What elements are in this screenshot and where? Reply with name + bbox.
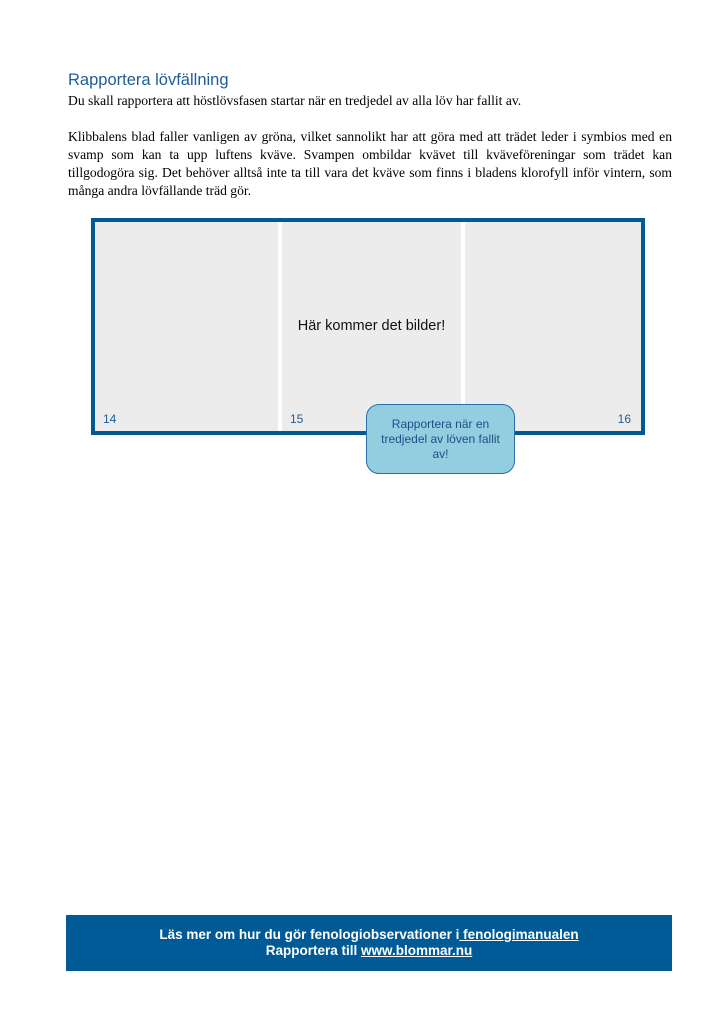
body-paragraph: Klibbalens blad faller vanligen av gröna, vilket sannolikt har att göra med att trädet leder i symbios med en svamp som kan ta upp luftens kväve. Svampen ombildar kvävet till kväveföreningar som trädet kan tillgodogöra sig. Det behöver alltså inte ta till vara det kväve som finns i bladens klorofyll inför vintern, som många andra lövfällande träd gör. <box>68 129 672 198</box>
panel-number-1: 14 <box>103 412 117 426</box>
blommar-link[interactable]: www.blommar.nu <box>361 943 473 958</box>
intro-paragraph: Du skall rapportera att höstlövsfasen startar när en tredjedel av alla löv har fallit av. <box>68 93 522 108</box>
panel-number-3: 16 <box>617 412 631 426</box>
section-heading: Rapportera lövfällning <box>68 71 229 89</box>
image-panel-3 <box>465 222 641 431</box>
report-callout <box>366 404 515 474</box>
image-panel-1 <box>95 222 278 431</box>
footer-line-2 <box>66 943 672 959</box>
panel-number-2: 15 <box>290 412 304 426</box>
footer-line-1-text: Läs mer om hur du gör fenologiobservationer i <box>159 927 460 942</box>
callout-text: Rapportera när en tredjedel av löven fallit av! <box>381 416 500 461</box>
footer-line-2-text: Rapportera till <box>265 943 361 958</box>
image-frame <box>91 218 645 435</box>
image-panel-2 <box>282 222 461 431</box>
fenologimanualen-link[interactable]: fenologimanualen <box>459 927 579 942</box>
footer-banner <box>66 915 672 971</box>
footer-line-1 <box>66 927 672 943</box>
image-placeholder-text: Här kommer det bilder! <box>297 318 446 334</box>
